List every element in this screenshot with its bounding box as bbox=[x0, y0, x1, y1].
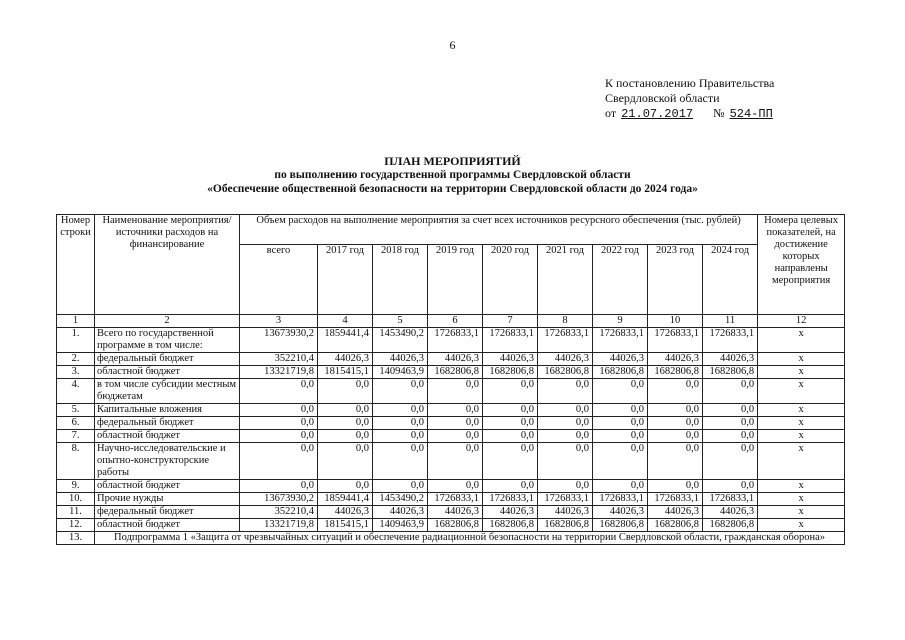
row-name: Прочие нужды bbox=[95, 493, 240, 506]
table-row bbox=[57, 328, 845, 353]
row-targets: х bbox=[758, 519, 845, 532]
row-value: 44026,3 bbox=[483, 506, 538, 519]
row-targets: х bbox=[758, 328, 845, 353]
row-value: 0,0 bbox=[373, 417, 428, 430]
approval-from-label: от bbox=[605, 106, 617, 120]
subprogram-row bbox=[57, 532, 845, 545]
row-value: 0,0 bbox=[538, 404, 593, 417]
row-value: 0,0 bbox=[240, 443, 318, 480]
row-value: 0,0 bbox=[318, 430, 373, 443]
row-name: Всего по государственной программе в том числе: bbox=[95, 328, 240, 353]
row-value: 1682806,8 bbox=[483, 366, 538, 379]
row-value: 0,0 bbox=[648, 430, 703, 443]
row-value: 1726833,1 bbox=[703, 493, 758, 506]
row-value: 352210,4 bbox=[240, 353, 318, 366]
row-number: 11. bbox=[57, 506, 95, 519]
header-targets: Номера целевых показателей, на достижение которых направлены мероприятия bbox=[758, 215, 845, 315]
row-value: 44026,3 bbox=[703, 506, 758, 519]
approval-line-1: К постановлению Правительства bbox=[605, 76, 775, 90]
row-value: 44026,3 bbox=[648, 353, 703, 366]
row-value: 0,0 bbox=[593, 404, 648, 417]
column-index: 1 bbox=[57, 315, 95, 328]
row-value: 1453490,2 bbox=[373, 493, 428, 506]
row-value: 0,0 bbox=[318, 404, 373, 417]
row-number: 4. bbox=[57, 379, 95, 404]
table-row bbox=[57, 506, 845, 519]
row-value: 44026,3 bbox=[428, 506, 483, 519]
column-index: 9 bbox=[593, 315, 648, 328]
row-value: 1682806,8 bbox=[538, 366, 593, 379]
row-value: 0,0 bbox=[428, 379, 483, 404]
row-value: 0,0 bbox=[593, 443, 648, 480]
row-value: 0,0 bbox=[318, 417, 373, 430]
row-value: 0,0 bbox=[428, 443, 483, 480]
row-value: 1453490,2 bbox=[373, 328, 428, 353]
column-index: 2 bbox=[95, 315, 240, 328]
row-name: областной бюджет bbox=[95, 430, 240, 443]
row-value: 1726833,1 bbox=[593, 493, 648, 506]
table-row bbox=[57, 366, 845, 379]
table-row bbox=[57, 379, 845, 404]
row-value: 0,0 bbox=[318, 379, 373, 404]
row-value: 13321719,8 bbox=[240, 366, 318, 379]
row-value: 0,0 bbox=[538, 430, 593, 443]
row-value: 1682806,8 bbox=[593, 519, 648, 532]
row-value: 13673930,2 bbox=[240, 493, 318, 506]
column-index: 7 bbox=[483, 315, 538, 328]
row-value: 0,0 bbox=[593, 417, 648, 430]
row-value: 0,0 bbox=[538, 480, 593, 493]
row-value: 0,0 bbox=[703, 379, 758, 404]
row-value: 1682806,8 bbox=[428, 519, 483, 532]
row-value: 1409463,9 bbox=[373, 366, 428, 379]
row-value: 0,0 bbox=[240, 379, 318, 404]
row-targets: х bbox=[758, 430, 845, 443]
row-value: 0,0 bbox=[428, 430, 483, 443]
column-index: 8 bbox=[538, 315, 593, 328]
row-value: 1859441,4 bbox=[318, 493, 373, 506]
page-number: 6 bbox=[449, 38, 456, 52]
row-name: федеральный бюджет bbox=[95, 353, 240, 366]
header-year: 2017 год bbox=[318, 245, 373, 315]
row-value: 44026,3 bbox=[593, 353, 648, 366]
row-number: 6. bbox=[57, 417, 95, 430]
row-name: федеральный бюджет bbox=[95, 417, 240, 430]
row-targets: х bbox=[758, 480, 845, 493]
column-index-row bbox=[57, 315, 845, 328]
document-title bbox=[0, 154, 905, 196]
row-value: 0,0 bbox=[483, 480, 538, 493]
table-row bbox=[57, 430, 845, 443]
row-value: 1726833,1 bbox=[483, 328, 538, 353]
row-value: 1726833,1 bbox=[538, 493, 593, 506]
row-name: областной бюджет bbox=[95, 366, 240, 379]
row-value: 44026,3 bbox=[318, 353, 373, 366]
header-total: всего bbox=[240, 245, 318, 315]
row-value: 1682806,8 bbox=[428, 366, 483, 379]
plan-table bbox=[56, 214, 845, 545]
column-index: 12 bbox=[758, 315, 845, 328]
row-value: 0,0 bbox=[373, 480, 428, 493]
row-value: 1815415,1 bbox=[318, 519, 373, 532]
row-value: 44026,3 bbox=[483, 353, 538, 366]
row-value: 0,0 bbox=[703, 443, 758, 480]
row-value: 44026,3 bbox=[593, 506, 648, 519]
row-value: 0,0 bbox=[240, 404, 318, 417]
row-value: 0,0 bbox=[648, 417, 703, 430]
row-value: 44026,3 bbox=[703, 353, 758, 366]
row-value: 1682806,8 bbox=[593, 366, 648, 379]
row-value: 0,0 bbox=[703, 480, 758, 493]
row-targets: х bbox=[758, 493, 845, 506]
row-value: 44026,3 bbox=[373, 353, 428, 366]
row-value: 0,0 bbox=[483, 430, 538, 443]
row-number: 10. bbox=[57, 493, 95, 506]
row-number: 1. bbox=[57, 328, 95, 353]
header-volume: Объем расходов на выполнение мероприятия за счет всех источников ресурсного обеспечения (тыс. рублей) bbox=[240, 215, 758, 245]
row-number: 8. bbox=[57, 443, 95, 480]
header-year: 2019 год bbox=[428, 245, 483, 315]
row-value: 44026,3 bbox=[648, 506, 703, 519]
row-targets: х bbox=[758, 417, 845, 430]
row-value: 0,0 bbox=[593, 379, 648, 404]
table-row bbox=[57, 443, 845, 480]
approval-number: 524-ПП bbox=[729, 107, 773, 121]
column-index: 4 bbox=[318, 315, 373, 328]
row-value: 0,0 bbox=[648, 443, 703, 480]
column-index: 5 bbox=[373, 315, 428, 328]
table-row bbox=[57, 404, 845, 417]
row-value: 0,0 bbox=[538, 417, 593, 430]
row-value: 0,0 bbox=[703, 404, 758, 417]
row-value: 44026,3 bbox=[538, 506, 593, 519]
row-value: 0,0 bbox=[483, 417, 538, 430]
subprogram-title: Подпрограмма 1 «Защита от чрезвычайных ситуаций и обеспечение радиационной безопасности на территории Свердловской области, гражданская оборона» bbox=[95, 532, 845, 545]
row-number: 9. bbox=[57, 480, 95, 493]
row-targets: х bbox=[758, 443, 845, 480]
row-value: 0,0 bbox=[593, 480, 648, 493]
row-value: 44026,3 bbox=[373, 506, 428, 519]
row-value: 0,0 bbox=[428, 480, 483, 493]
row-targets: х bbox=[758, 506, 845, 519]
row-number: 5. bbox=[57, 404, 95, 417]
row-value: 1726833,1 bbox=[428, 328, 483, 353]
row-value: 0,0 bbox=[483, 404, 538, 417]
row-value: 0,0 bbox=[373, 404, 428, 417]
row-value: 1682806,8 bbox=[538, 519, 593, 532]
row-value: 13673930,2 bbox=[240, 328, 318, 353]
row-value: 0,0 bbox=[703, 417, 758, 430]
header-year: 2018 год bbox=[373, 245, 428, 315]
row-value: 0,0 bbox=[648, 480, 703, 493]
row-targets: х bbox=[758, 404, 845, 417]
header-year: 2024 год bbox=[703, 245, 758, 315]
row-value: 44026,3 bbox=[318, 506, 373, 519]
title-main: ПЛАН МЕРОПРИЯТИЙ bbox=[384, 154, 521, 168]
row-value: 0,0 bbox=[648, 379, 703, 404]
row-targets: х bbox=[758, 353, 845, 366]
row-number: 7. bbox=[57, 430, 95, 443]
approval-line-3 bbox=[605, 106, 775, 122]
row-number: 12. bbox=[57, 519, 95, 532]
row-value: 0,0 bbox=[648, 404, 703, 417]
row-targets: х bbox=[758, 366, 845, 379]
row-value: 1682806,8 bbox=[483, 519, 538, 532]
row-value: 1726833,1 bbox=[428, 493, 483, 506]
row-number: 2. bbox=[57, 353, 95, 366]
row-value: 1682806,8 bbox=[703, 519, 758, 532]
header-year: 2021 год bbox=[538, 245, 593, 315]
row-value: 1726833,1 bbox=[648, 328, 703, 353]
row-value: 0,0 bbox=[318, 443, 373, 480]
row-value: 0,0 bbox=[483, 379, 538, 404]
row-value: 1726833,1 bbox=[648, 493, 703, 506]
column-index: 3 bbox=[240, 315, 318, 328]
row-value: 0,0 bbox=[428, 404, 483, 417]
row-targets: х bbox=[758, 379, 845, 404]
row-value: 0,0 bbox=[240, 480, 318, 493]
row-value: 1859441,4 bbox=[318, 328, 373, 353]
row-name: федеральный бюджет bbox=[95, 506, 240, 519]
header-row-number: Номер строки bbox=[57, 215, 95, 315]
row-name: областной бюджет bbox=[95, 480, 240, 493]
column-index: 11 bbox=[703, 315, 758, 328]
row-number: 13. bbox=[57, 532, 95, 545]
column-index: 6 bbox=[428, 315, 483, 328]
row-value: 1682806,8 bbox=[648, 366, 703, 379]
title-line-2: по выполнению государственной программы Свердловской области bbox=[274, 169, 631, 181]
row-value: 0,0 bbox=[593, 430, 648, 443]
row-value: 1726833,1 bbox=[538, 328, 593, 353]
title-line-3: «Обеспечение общественной безопасности на территории Свердловской области до 2024 года» bbox=[207, 183, 698, 195]
row-name: Научно-исследовательские и опытно-конструкторские работы bbox=[95, 443, 240, 480]
row-value: 1726833,1 bbox=[703, 328, 758, 353]
row-value: 44026,3 bbox=[428, 353, 483, 366]
column-index: 10 bbox=[648, 315, 703, 328]
row-name: Капитальные вложения bbox=[95, 404, 240, 417]
header-year: 2022 год bbox=[593, 245, 648, 315]
row-number: 3. bbox=[57, 366, 95, 379]
row-value: 0,0 bbox=[240, 430, 318, 443]
table-row bbox=[57, 519, 845, 532]
row-value: 0,0 bbox=[538, 443, 593, 480]
approval-date: 21.07.2017 bbox=[621, 107, 694, 121]
table-row bbox=[57, 480, 845, 493]
row-value: 1815415,1 bbox=[318, 366, 373, 379]
row-value: 44026,3 bbox=[538, 353, 593, 366]
header-year: 2023 год bbox=[648, 245, 703, 315]
row-value: 1409463,9 bbox=[373, 519, 428, 532]
row-value: 1682806,8 bbox=[703, 366, 758, 379]
row-value: 0,0 bbox=[483, 443, 538, 480]
row-value: 352210,4 bbox=[240, 506, 318, 519]
row-value: 0,0 bbox=[703, 430, 758, 443]
row-value: 0,0 bbox=[240, 417, 318, 430]
row-value: 1682806,8 bbox=[648, 519, 703, 532]
row-value: 0,0 bbox=[373, 379, 428, 404]
row-value: 0,0 bbox=[373, 443, 428, 480]
table-row bbox=[57, 417, 845, 430]
row-value: 1726833,1 bbox=[593, 328, 648, 353]
header-name: Наименование мероприятия/ источники расходов на финансирование bbox=[95, 215, 240, 315]
row-value: 0,0 bbox=[318, 480, 373, 493]
row-value: 0,0 bbox=[428, 417, 483, 430]
row-name: областной бюджет bbox=[95, 519, 240, 532]
approval-block bbox=[605, 76, 775, 122]
table-row bbox=[57, 353, 845, 366]
header-year: 2020 год bbox=[483, 245, 538, 315]
row-value: 13321719,8 bbox=[240, 519, 318, 532]
approval-line-2: Свердловской области bbox=[605, 91, 720, 105]
approval-number-label: № bbox=[713, 106, 725, 120]
row-value: 0,0 bbox=[538, 379, 593, 404]
table-row bbox=[57, 493, 845, 506]
row-name: в том числе субсидии местным бюджетам bbox=[95, 379, 240, 404]
row-value: 1726833,1 bbox=[483, 493, 538, 506]
row-value: 0,0 bbox=[373, 430, 428, 443]
